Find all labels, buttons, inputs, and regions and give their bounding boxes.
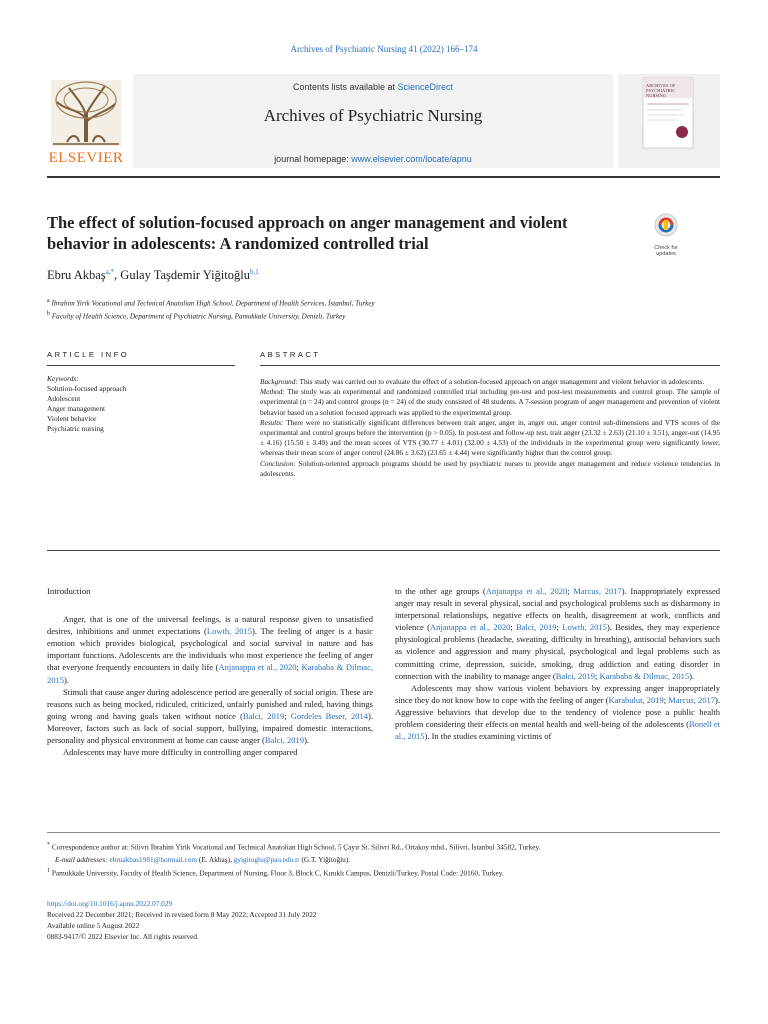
conclusion-label: Conclusion:	[260, 458, 296, 468]
email-link-2[interactable]: gyigitoglu@pau.edu.tr	[233, 854, 300, 864]
citation-link[interactable]: Lowth, 2015	[206, 626, 252, 637]
body-text: ).	[64, 674, 69, 685]
journal-citation[interactable]: Archives of Psychiatric Nursing 41 (2022) 166–174	[290, 44, 478, 54]
background-label: Background:	[260, 377, 298, 386]
background-text: This study was carried out to evaluate the effect of a solution-focused approach on anger management and violent behavior in adolescents.	[297, 377, 705, 386]
article-info-rule	[47, 365, 235, 366]
author-2-marks[interactable]: b,1	[249, 268, 259, 276]
body-text: Adolescents may show various violent behaviors by expressing anger inappropriately since they do not know how to cope with the feeling of anger (	[395, 682, 720, 705]
body-text: Adolescents may have more difficulty in controlling anger compared	[63, 747, 298, 758]
citation-link[interactable]: Bonell et al., 2015	[395, 719, 720, 742]
publication-info	[47, 898, 720, 942]
keywords-block	[47, 374, 235, 434]
body-text: ;	[663, 694, 669, 705]
keyword-item: Anger management	[47, 404, 106, 413]
body-column-right	[395, 585, 720, 742]
body-text: ).	[304, 735, 310, 746]
citation-link[interactable]: Marcus, 2017	[668, 694, 716, 705]
journal-title: Archives of Psychiatric Nursing	[263, 106, 483, 125]
contents-line	[133, 82, 613, 92]
body-text: ). Moreover, factors such as lack of social support, bullying, impaired domestic interactions, personality and physical environment at home can cause anger (	[47, 710, 373, 746]
abstract-results	[260, 418, 720, 459]
footnotes	[47, 840, 720, 880]
body-paragraph	[47, 613, 373, 686]
keyword-item: Adolescent	[47, 394, 81, 403]
email-owner-1: (E. Akbaş),	[197, 854, 234, 864]
contents-prefix: Contents lists available at	[292, 82, 398, 92]
correspondence-text: Correspondence author at: Silivri İbrahim Yirik Vocational and Technical Anatolian High School, 5 Çayır St. Silivri Rd., Ortakoy mhd., Silivri, İstanbul 34582, Turkey.	[50, 842, 541, 852]
citation-link[interactable]: Lowth, 2015	[562, 622, 607, 633]
citation-link[interactable]: Balci, 2019	[516, 622, 557, 633]
abstract-rule	[260, 365, 720, 366]
publisher-name: ELSEVIER	[48, 150, 124, 166]
abstract-text	[260, 377, 720, 479]
affiliation-b-text: Faculty of Health Science, Department of Psychiatric Nursing, Pamukkale University, Denizli, Turkey	[51, 312, 346, 321]
elsevier-logo	[47, 78, 125, 168]
email-link-1[interactable]: ebruakbas1981@hotmail.com	[109, 854, 198, 864]
cover-title: ARCHIVES OF PSYCHIATRIC NURSING	[646, 83, 676, 98]
body-text: Anger, that is one of the universal feelings, is a natural response given to unsatisfied desires, inhibitions and unmet expectations (	[47, 614, 373, 637]
available-online: Available online 5 August 2022	[47, 921, 140, 930]
right-column-paragraphs	[395, 585, 720, 742]
body-text: ). The feeling of anger is a basic emotion which provides biological, psychological and social survival in nature and has important functions. Adolescents are the individuals who most experience the feeling of anger that everyone frequently encounters in daily life (	[47, 626, 373, 673]
citation-link[interactable]: Anjanappa et al., 2020	[218, 662, 297, 673]
affiliation-a-text: İbrahim Yirik Vocational and Technical Anatolian High School, Department of Health Services, İstanbul, Turkey	[51, 299, 375, 308]
citation-link[interactable]: Karabulut, 2019	[608, 694, 664, 705]
affiliations	[47, 296, 375, 323]
citation-link[interactable]: Balci, 2019	[555, 670, 595, 681]
correspondence-mark: *	[47, 842, 51, 848]
body-text: ). In the studies examining victims of	[424, 731, 552, 742]
author-1-marks[interactable]: a,*	[105, 268, 115, 276]
body-text: ;	[567, 586, 574, 596]
citation-link[interactable]: Balci, 2019	[242, 710, 285, 721]
citation-link[interactable]: Balci, 2019	[264, 735, 305, 746]
journal-cover[interactable]	[618, 74, 720, 168]
keyword-item: Violent behavior	[47, 414, 97, 423]
body-text: ;	[556, 622, 563, 633]
footnote-1-mark: 1	[47, 868, 51, 875]
citation-link[interactable]: Karababa & Dilmac, 2015	[599, 670, 690, 681]
body-paragraph	[395, 585, 720, 682]
affiliation-b-mark: b	[47, 311, 50, 318]
footnote-1-text: Pamukkale University, Faculty of Health Science, Department of Nursing, Floor 3, Block C, Kınıklı Campus, Denizli/Turkey, Postal Code: 20160, Turkey.	[50, 868, 504, 878]
affiliation-a	[47, 296, 375, 309]
article-title: The effect of solution-focused approach on anger management and violent behavior in adolescents: A randomized controlled trial	[47, 213, 568, 253]
copyright-line: 0883-9417/© 2022 Elsevier Inc. All rights reserved.	[47, 932, 199, 941]
abstract-background	[260, 377, 720, 387]
author-1-name[interactable]: Ebru Akbaş	[47, 268, 106, 283]
homepage-line	[133, 154, 613, 164]
author-separator: ,	[114, 268, 121, 283]
method-label: Method:	[260, 387, 285, 397]
sciencedirect-link[interactable]: ScienceDirect	[397, 82, 454, 92]
author-list	[47, 268, 259, 283]
body-text: ). Inappropriately expressed anger may result in several physical, social and psychological problems such as disharmony in interpersonal relationships, negative effects on health, disagreement at work, conflicts and violence (	[395, 586, 720, 633]
affiliation-b	[47, 309, 375, 322]
masthead-rule	[47, 176, 720, 178]
citation-link[interactable]: Anjanappa et al., 2020	[429, 622, 511, 633]
conclusion-text: Solution-oriented approach programs should be used by psychiatric nurses to provide anger management and reduce violence tendencies in adolescents.	[260, 458, 720, 478]
footnote-1	[47, 866, 720, 879]
results-label: Results:	[260, 417, 284, 427]
author-2-name[interactable]: Gulay Taşdemir Yiğitoğlu	[120, 268, 250, 283]
body-paragraph	[47, 686, 373, 746]
body-paragraph	[395, 682, 720, 742]
abstract-bottom-rule	[47, 550, 720, 551]
email-label: E-mail addresses:	[55, 854, 108, 864]
citation-link[interactable]: Marcus, 2017	[573, 586, 622, 596]
body-text: Stimuli that cause anger during adolescence period are generally of social origin. These are reasons such as being mocked, ridiculed, criticized, unfairly punished and ruled, having things going wrong and having goals taken without notice (	[47, 686, 373, 721]
section-heading-introduction: Introduction	[47, 586, 91, 596]
left-column-paragraphs	[47, 613, 373, 758]
body-column-left	[47, 585, 373, 758]
doi-link[interactable]: https://doi.org/10.1016/j.apnu.2022.07.029	[47, 899, 173, 908]
article-info-header: ARTICLE INFO	[47, 350, 130, 359]
body-text: ).	[689, 670, 695, 681]
received-dates: Received 22 December 2021; Received in revised form 8 May 2022; Accepted 31 July 2022	[47, 910, 317, 919]
body-paragraph	[47, 746, 373, 758]
abstract-header: ABSTRACT	[260, 350, 321, 359]
correspondence-footnote	[47, 840, 720, 853]
homepage-prefix: journal homepage:	[274, 154, 352, 164]
keyword-item: Solution-focused approach	[47, 384, 127, 393]
results-text: There were no statistically significant differences between trait anger, anger in, anger out, anger control sub-dimensions and VTS scores of the experimental and control groups before the intervention (p > 0.05). In post-test and follow-up test, trait anger (23.32 ± 2.63) (21.10 ± 3.51), anger-out (14.95 ± 4.16) (15.50 ± 3.49) and the mean scores of VTS (30.77 ± 4.01) (32.00 ± 4.53) of the individuals in the experimental group were significantly lower, whereas their mean score of anger control (24.86 ± 3.62) (23.65 ± 4.44) were significantly higher than the control group.	[260, 417, 720, 458]
body-text: ;	[296, 662, 302, 673]
homepage-link[interactable]: www.elsevier.com/locate/apnu	[351, 154, 472, 164]
keyword-item: Psychiatric nursing	[47, 424, 104, 433]
body-text: ). Besides, they may experience physiological problems (headache, sweating, difficulty in breathing), antisocial behaviors such as violence and aggression and many physical, psychological and legal problems such as committing crime, depression, suicide, smoking, drug addiction and eating disorder in connection with the inability to manage anger (	[395, 622, 720, 681]
citation-link[interactable]: Anjanappa et al., 2020	[485, 586, 568, 596]
body-text: ;	[284, 710, 291, 721]
footnote-rule	[47, 832, 720, 833]
body-text: ;	[510, 622, 517, 633]
method-text: The study was an experimental and randomized controlled trial including pre-test and post-test measurements and control group. The sample of experimental (n = 24) and control groups (n = 24) of the study consisted of 48 students. A 7-session program of anger management and prevention of violent behavior based on a solution focused approach was applied to the experimental group.	[260, 387, 720, 417]
citation-link[interactable]: Gordeles Beser, 2014	[290, 710, 369, 721]
abstract-conclusion	[260, 459, 720, 479]
body-text: ;	[594, 670, 600, 681]
crossmark-label: Check for updates	[654, 245, 678, 257]
keywords-label: Keywords:	[47, 374, 79, 383]
body-text: ). Aggressive behaviors that develop due to the tendency of violence pose a public health problem considering their effects on mental health and well-being of the adolescents (	[395, 694, 720, 730]
crossmark-icon[interactable]	[646, 212, 686, 257]
email-owner-2: (G.T. Yiğitoğlu).	[299, 854, 351, 864]
citation-link[interactable]: Karababa & Dilmac, 2015	[47, 662, 373, 685]
body-text: to the other age groups (	[395, 586, 486, 596]
email-footnote	[47, 854, 720, 866]
affiliation-a-mark: a	[47, 298, 50, 304]
abstract-method	[260, 387, 720, 418]
